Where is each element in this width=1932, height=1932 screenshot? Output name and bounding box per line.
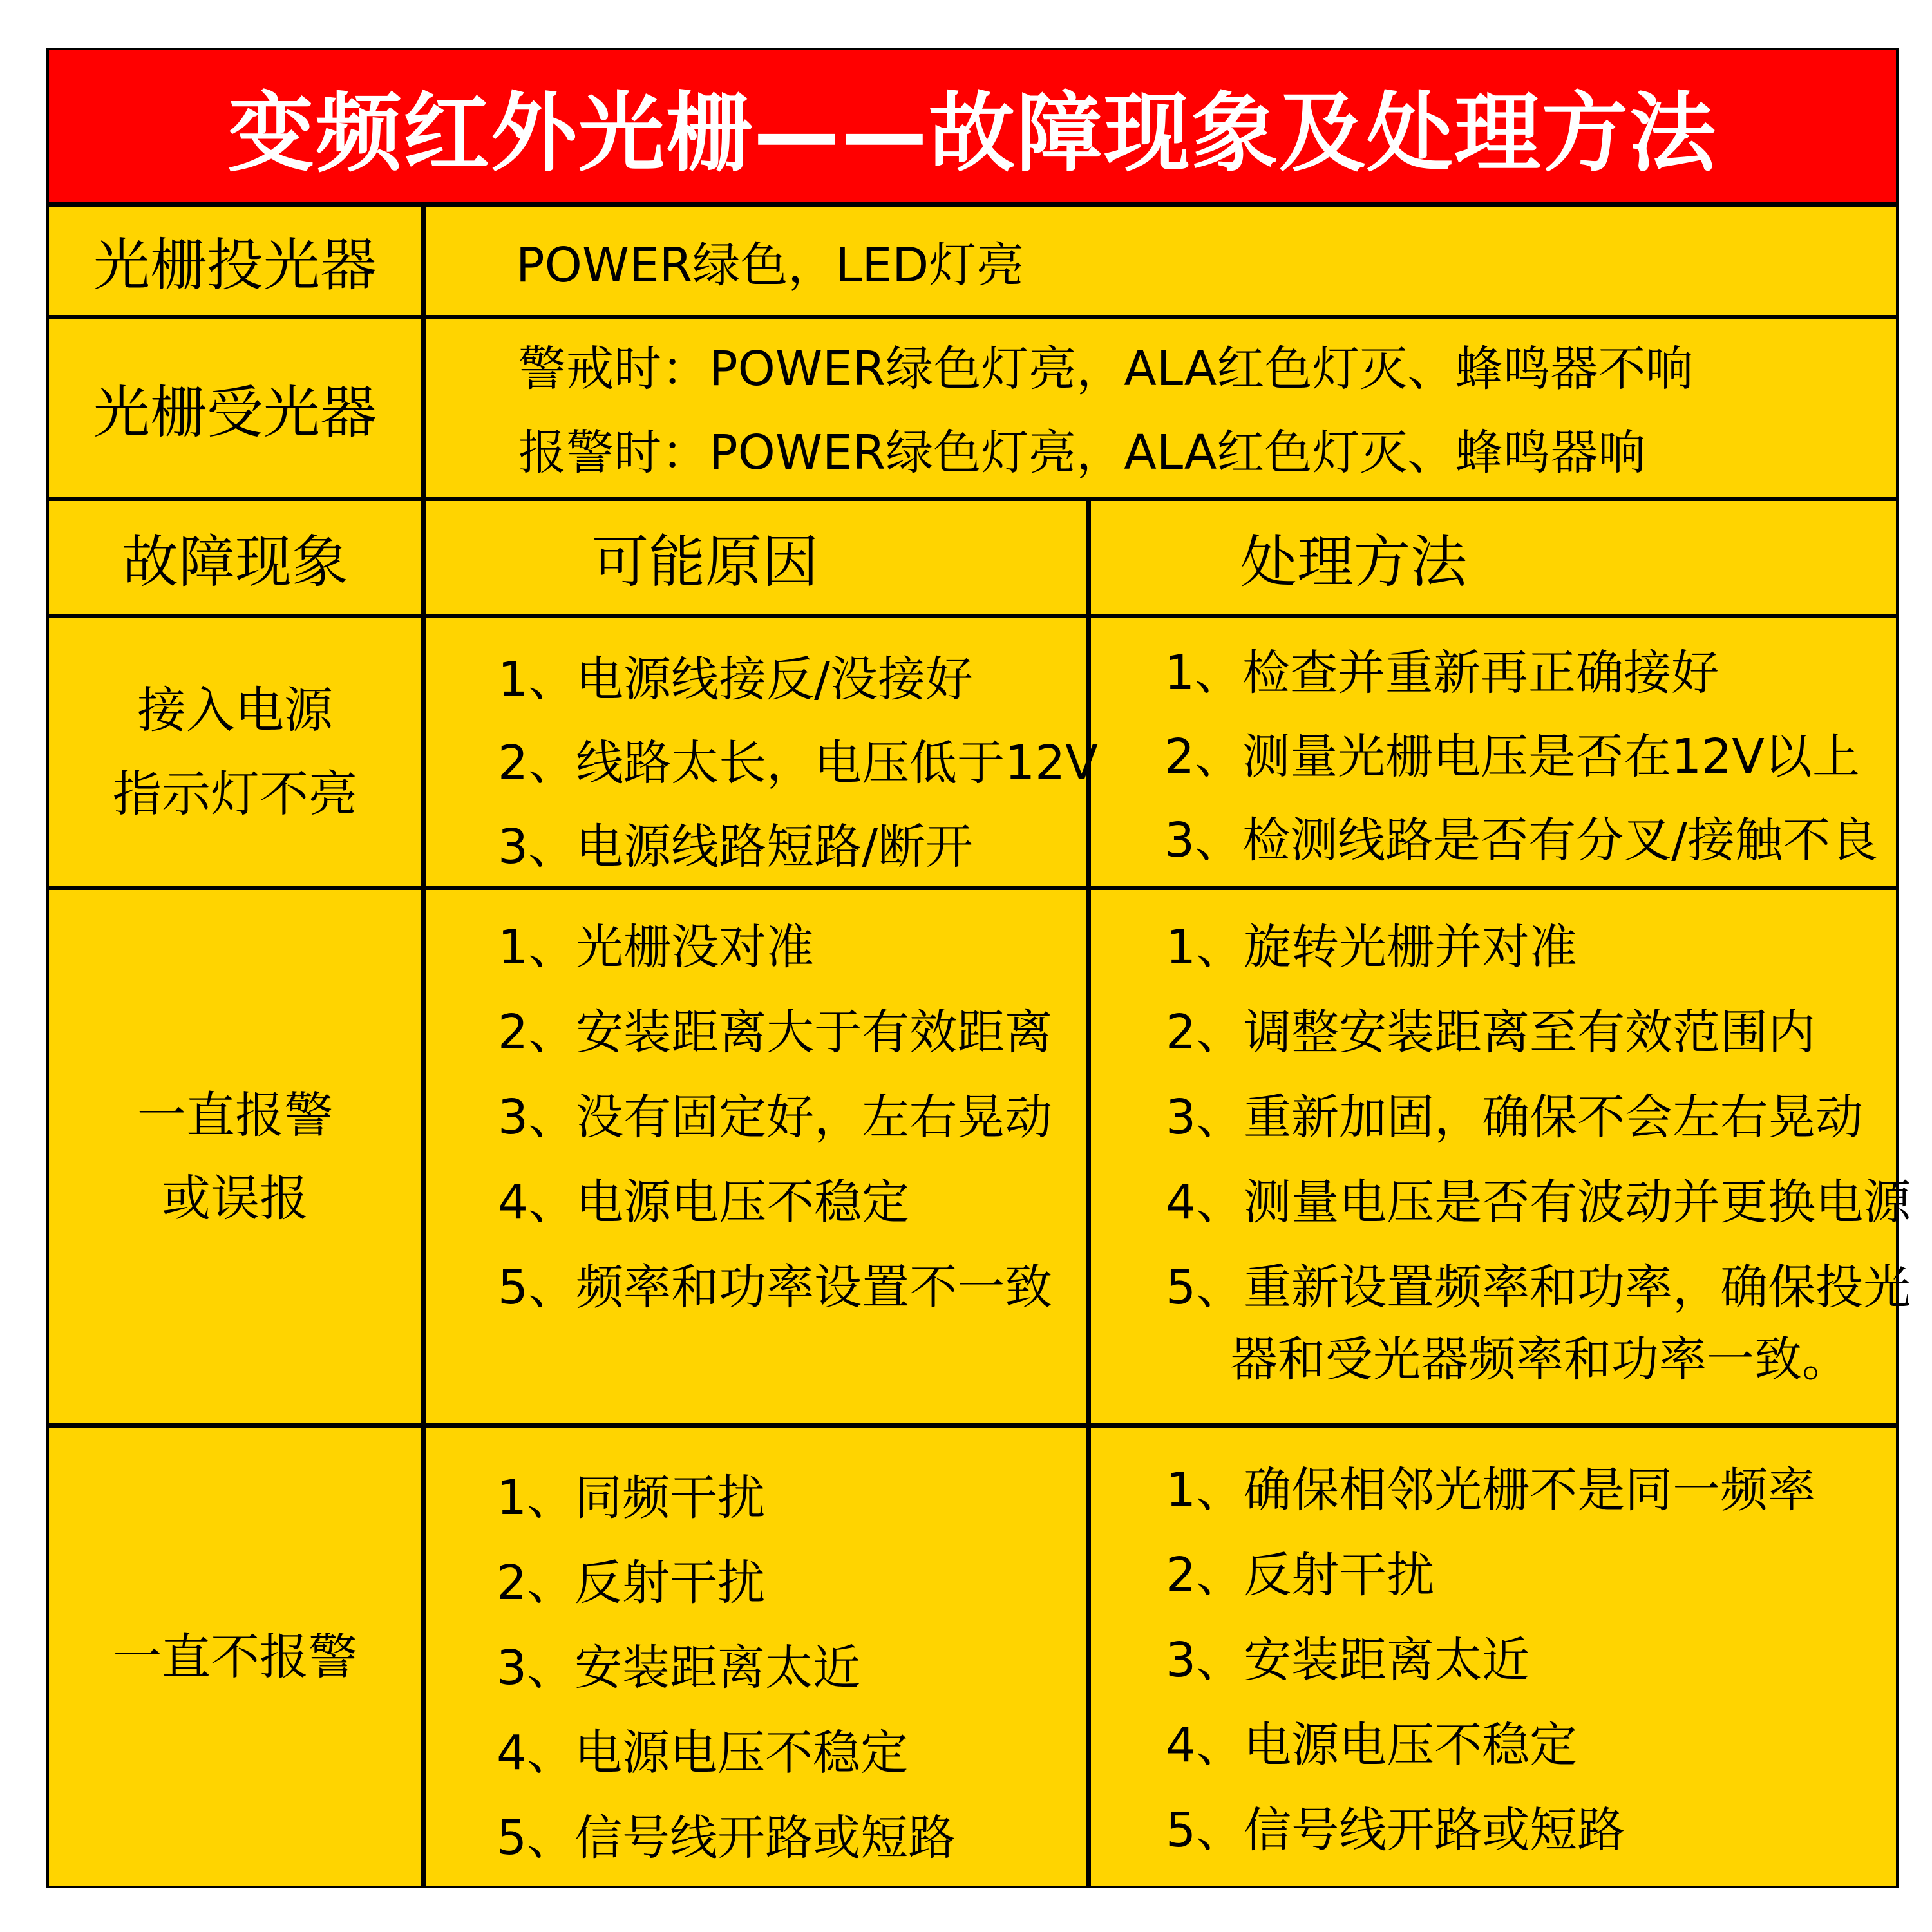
receiver-guard: 警戒时：POWER绿色灯亮，ALA红色灯灭、蜂鸣器不响 [518, 341, 1694, 397]
cause-item: 2、反射干扰 [497, 1555, 766, 1611]
symptom-line: 一直报警 [137, 1086, 333, 1144]
solution-cell [1091, 1428, 1896, 1886]
cause-item: 3、安装距离太近 [497, 1640, 861, 1696]
symptom-line: 一直不报警 [113, 1627, 357, 1685]
symptom-cell [49, 618, 421, 886]
cause-item: 2、线路太长，电压低于12V [498, 735, 1098, 791]
symptom-cell [49, 1428, 421, 1886]
solution-item: 5、信号线开路或短路 [1166, 1803, 1625, 1858]
solution-cell [1091, 618, 1896, 886]
divider [49, 886, 1896, 890]
cause-item: 1、同频干扰 [497, 1470, 766, 1526]
divider [49, 202, 1896, 207]
solution-item: 5、重新设置频率和功率，确保投光 [1166, 1260, 1911, 1315]
solution-item: 4、电源电压不稳定 [1166, 1718, 1578, 1773]
solution-item: 1、旋转光栅并对准 [1166, 920, 1578, 975]
solution-item: 1、确保相邻光栅不是同一频率 [1166, 1463, 1816, 1518]
solution-item: 1、检查并重新再正确接好 [1164, 645, 1719, 701]
divider [49, 614, 1896, 618]
transmitter-desc-cell [426, 207, 1896, 315]
solution-cell [1091, 890, 1911, 1423]
solution-item: 3、安装距离太近 [1166, 1633, 1530, 1688]
fault-table [46, 48, 1911, 1888]
symptom-line: 或误报 [162, 1170, 308, 1227]
cause-item: 4、电源电压不稳定 [498, 1175, 910, 1230]
symptom-line: 指示灯不亮 [113, 764, 357, 822]
solution-item: 4、测量电压是否有波动并更换电源 [1166, 1175, 1911, 1230]
title-bar [49, 50, 1896, 202]
divider [49, 497, 1896, 501]
transmitter-desc: POWER绿色，LED灯亮 [516, 238, 1025, 293]
page-title: 变频红外光栅——故障现象及处理方法 [227, 83, 1717, 184]
receiver-label: 光栅受光器 [93, 379, 377, 446]
cause-item: 5、频率和功率设置不一致 [498, 1260, 1053, 1315]
receiver-alarm: 报警时：POWER绿色灯亮，ALA红色灯灭、蜂鸣器响 [518, 425, 1646, 480]
solution-item: 2、测量光栅电压是否在12V以上 [1164, 729, 1860, 784]
cause-item: 2、安装距离大于有效距离 [498, 1005, 1053, 1060]
cause-item: 3、没有固定好，左右晃动 [498, 1090, 1053, 1145]
transmitter-label: 光栅投光器 [93, 232, 377, 298]
header-solution: 处理方法 [1240, 528, 1468, 595]
symptom-line: 接入电源 [137, 681, 333, 739]
divider [1086, 497, 1091, 1886]
solution-item-continued: 器和受光器频率和功率一致。 [1230, 1332, 1850, 1387]
solution-item: 3、重新加固，确保不会左右晃动 [1166, 1090, 1864, 1145]
receiver-desc-cell [426, 319, 1896, 497]
cause-cell [426, 890, 1086, 1423]
cause-item: 5、信号线开路或短路 [497, 1810, 956, 1866]
solution-item: 3、检测线路是否有分叉/接触不良 [1164, 813, 1879, 868]
cause-item: 3、电源线路短路/断开 [498, 819, 974, 875]
divider [49, 315, 1896, 319]
solution-item: 2、反射干扰 [1166, 1548, 1435, 1603]
cause-item: 4、电源电压不稳定 [497, 1725, 909, 1781]
cause-item: 1、电源线接反/没接好 [498, 652, 974, 707]
header-cause: 可能原因 [592, 528, 819, 595]
header-symptom: 故障现象 [121, 528, 348, 595]
cause-cell [426, 618, 1098, 886]
solution-item: 2、调整安装距离至有效范围内 [1166, 1005, 1816, 1060]
divider [49, 1423, 1896, 1428]
cause-cell [426, 1428, 1086, 1886]
cause-item: 1、光栅没对准 [498, 920, 815, 975]
divider [421, 202, 426, 1886]
symptom-cell [49, 890, 421, 1423]
